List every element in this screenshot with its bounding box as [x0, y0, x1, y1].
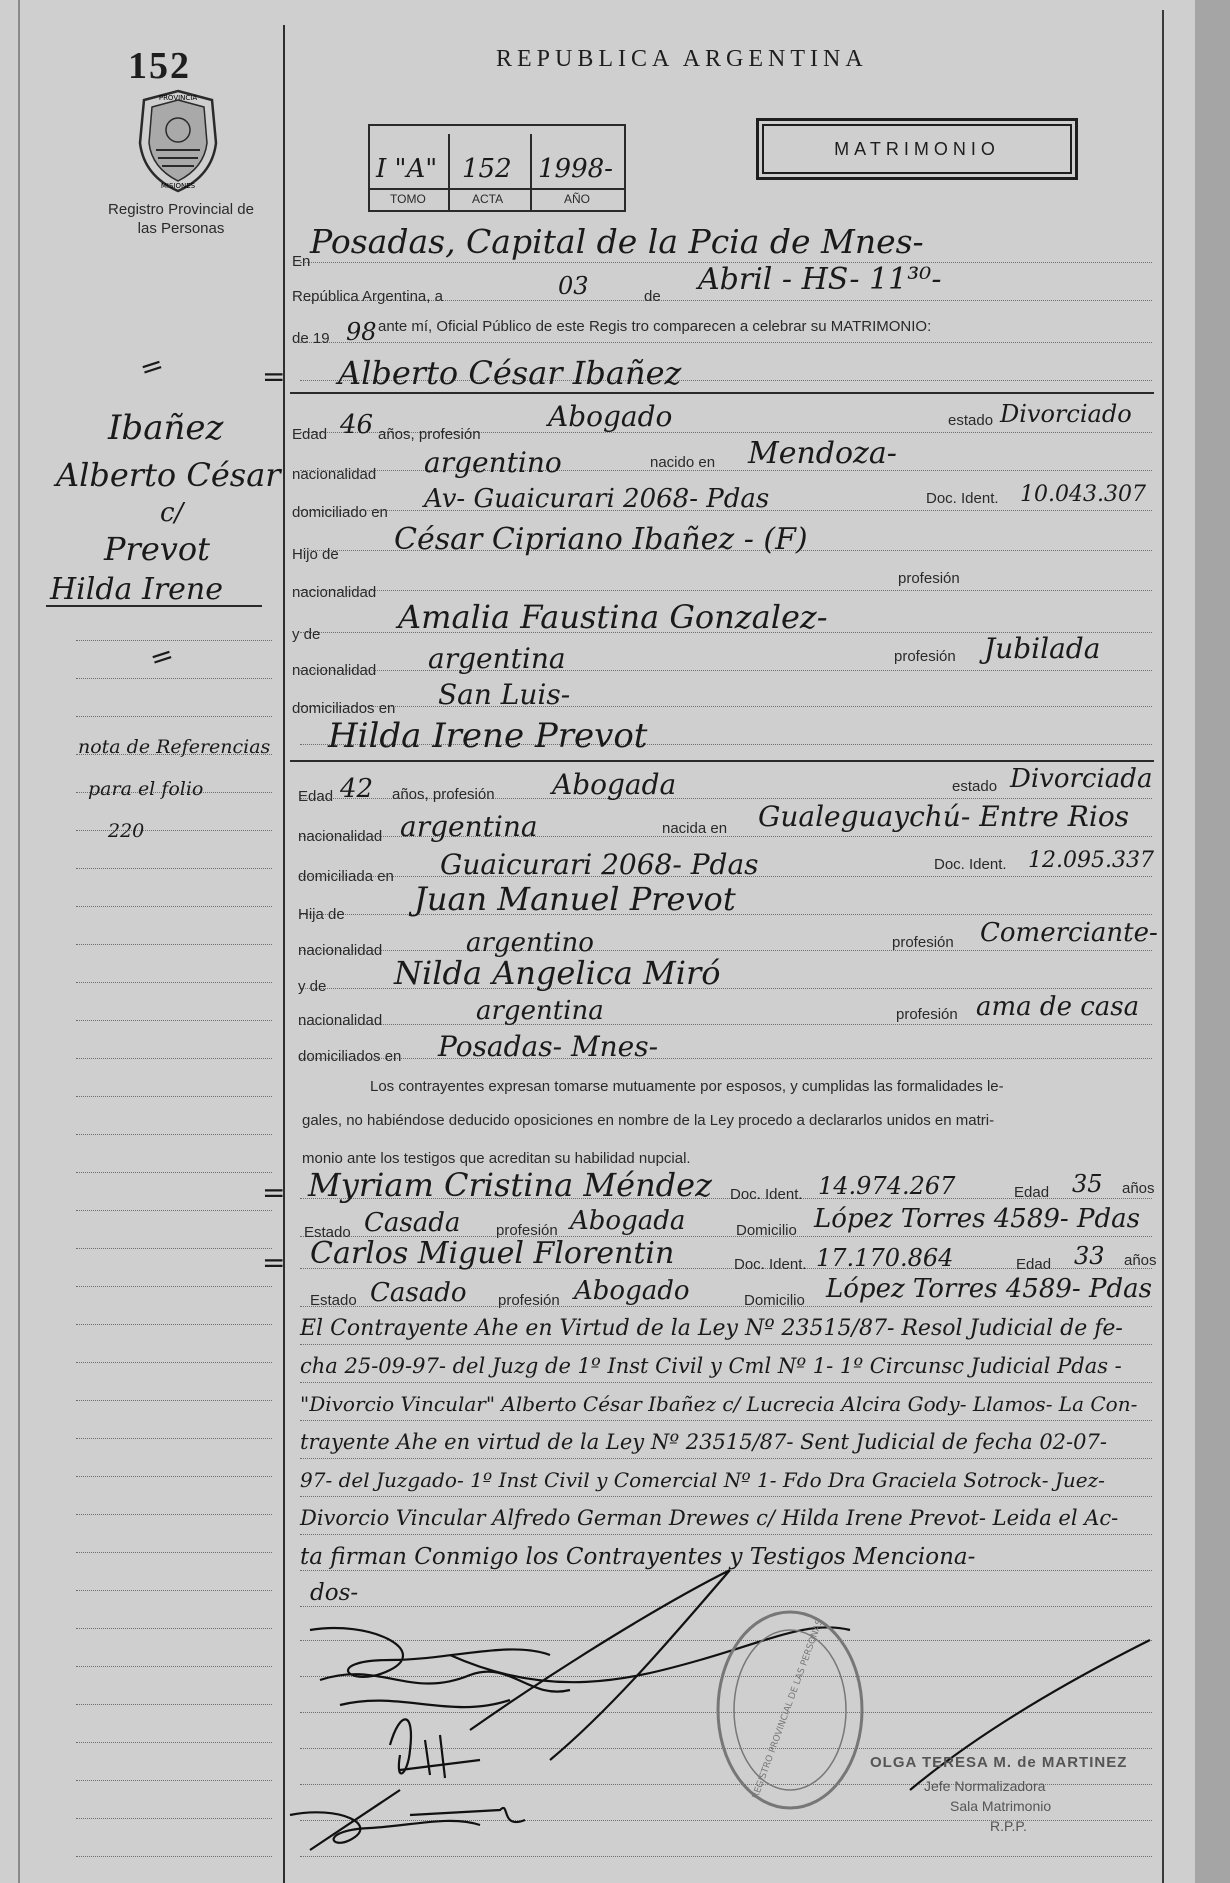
groom-section-line: [290, 392, 1154, 394]
year-prefix: de 19: [292, 330, 330, 347]
official-stamp: [718, 1612, 862, 1808]
margin-surname-groom: Ibañez: [108, 408, 224, 448]
bride-parents-address: Posadas- Mnes-: [438, 1030, 659, 1063]
groom-mother-nationality: argentina: [428, 642, 566, 675]
groom-parents-address: San Luis-: [438, 678, 571, 711]
declaration-line-3: monio ante los testigos que acreditan su habilidad nupcial.: [302, 1150, 691, 1167]
margin-ruled-line: [76, 1628, 272, 1629]
margin-ruled-line: [76, 1020, 272, 1021]
bride-yde-label: y de: [298, 978, 327, 995]
svg-text:REGISTRO PROVINCIAL DE LAS PER: REGISTRO PROVINCIAL DE LAS PERSONAS: [750, 1618, 826, 1801]
margin-ruled-line: [76, 640, 272, 641]
witness2-estado: Casado: [370, 1278, 467, 1308]
witness2-address: López Torres 4589- Pdas: [826, 1274, 1152, 1304]
witness2-prof-label: profesión: [498, 1292, 560, 1309]
officer-name: OLGA TERESA M. de MARTINEZ: [870, 1754, 1128, 1771]
register-box: [368, 124, 626, 212]
svg-text:MISIONES: MISIONES: [160, 182, 196, 190]
margin-ruled-line: [76, 1400, 272, 1401]
margin-note-line-3: 220: [108, 820, 145, 842]
witness1-estado: Casada: [364, 1208, 461, 1238]
ruled-line: [300, 1058, 1152, 1059]
bride-birthplace: Gualeguaychú- Entre Rios: [758, 800, 1130, 833]
declaration-line-1: Los contrayentes expresan tomarse mutuamente por esposos, y cumplidas las formalidades le-: [370, 1078, 1004, 1095]
ano-label: AÑO: [564, 192, 591, 206]
witness2-mark: =: [262, 1246, 286, 1279]
witness1-dom-label: Domicilio: [736, 1222, 797, 1239]
act-type-label: MATRIMONIO: [834, 139, 1000, 159]
signatures: [250, 1560, 1170, 1883]
witness2-edad-label: Edad: [1016, 1256, 1052, 1273]
groom-doc-label: Doc. Ident.: [926, 490, 999, 507]
witness2-doc-label: Doc. Ident.: [734, 1256, 807, 1273]
registry-name: Registro Provincial de las Personas: [108, 201, 254, 237]
margin-ruled-line: [76, 1818, 272, 1819]
groom-father: César Cipriano Ibañez - (F): [394, 522, 808, 557]
margin-name-groom: Alberto César: [56, 456, 281, 494]
page-number: 152: [128, 45, 191, 87]
officer-title-3: R.P.P.: [990, 1818, 1027, 1834]
margin-ruled-line: [76, 1856, 272, 1857]
place-text: Posadas, Capital de la Pcia de Mnes-: [310, 222, 924, 261]
ruled-line: [300, 1382, 1152, 1383]
bride-mother-prof-label: profesión: [896, 1006, 958, 1023]
ruled-line: [300, 590, 1152, 591]
margin-ruled-line: [76, 1096, 272, 1097]
ruled-line: [300, 1344, 1152, 1345]
witness1-estado-label: Estado: [304, 1224, 351, 1241]
groom-nationality: argentino: [424, 446, 562, 479]
country-heading: REPUBLICA ARGENTINA: [496, 46, 868, 72]
ano-value: 1998-: [538, 154, 613, 184]
margin-mark-2: =: [145, 637, 178, 676]
note-line-3: "Divorcio Vincular" Alberto César Ibañez c/ Lucrecia Alcira Gody- Llamos- La Con-: [300, 1392, 1138, 1416]
month-value: Abril - HS- 11³⁰-: [698, 262, 942, 297]
margin-ruled-line: [76, 678, 272, 679]
bride-anios-label: años, profesión: [392, 786, 495, 803]
witness1-edad-label: Edad: [1014, 1184, 1050, 1201]
intro-text: ante mí, Oficial Público de este Regis tro comparecen a celebrar su MATRIMONIO:: [378, 318, 932, 335]
margin-ruled-line: [76, 1552, 272, 1553]
groom-address: Av- Guaicurari 2068- Pdas: [424, 484, 770, 514]
groom-mother-prof-label: profesión: [894, 648, 956, 665]
margin-ruled-line: [76, 982, 272, 983]
register-box-divider-1: [448, 134, 450, 210]
de-label: de: [644, 288, 661, 305]
margin-ruled-line: [76, 1742, 272, 1743]
margin-ruled-line: [76, 1172, 272, 1173]
margin-ruled-line: [76, 830, 272, 831]
witness1-mark: =: [262, 1176, 286, 1209]
margin-conjunction: c/: [160, 498, 184, 528]
groom-profession: Abogado: [548, 400, 673, 433]
ruled-line: [300, 342, 1152, 343]
margin-ruled-line: [76, 944, 272, 945]
bride-nationality: argentina: [400, 810, 538, 843]
groom-mark: =: [262, 360, 286, 393]
svg-text:PROVINCIA: PROVINCIA: [158, 94, 198, 102]
bride-father-profession: Comerciante-: [980, 918, 1158, 948]
note-line-5: 97- del Juzgado- 1º Inst Civil y Comercial Nº 1- Fdo Dra Graciela Sotrock- Juez-: [300, 1468, 1105, 1492]
witness2-name: Carlos Miguel Florentin: [310, 1236, 675, 1271]
margin-ruled-line: [76, 1210, 272, 1211]
groom-estado: Divorciado: [1000, 400, 1132, 428]
ruled-line: [300, 1496, 1152, 1497]
witness1-name: Myriam Cristina Méndez: [308, 1166, 712, 1204]
margin-ruled-line: [76, 1476, 272, 1477]
bride-born-label: nacida en: [662, 820, 728, 837]
groom-estado-label: estado: [948, 412, 994, 429]
margin-mark-1: =: [135, 347, 168, 386]
ruled-line: [300, 1420, 1152, 1421]
bride-mother-nac-label: nacionalidad: [298, 1012, 383, 1029]
margin-ruled-line: [76, 1704, 272, 1705]
note-line-2: cha 25-09-97- del Juzg de 1º Inst Civil y Cml Nº 1- 1º Circunsc Judicial Pdas -: [300, 1354, 1122, 1378]
margin-ruled-line: [76, 1780, 272, 1781]
groom-father-nac-label: nacionalidad: [292, 584, 377, 601]
bride-father-nac-label: nacionalidad: [298, 942, 383, 959]
bride-father: Juan Manuel Prevot: [414, 880, 736, 918]
witness1-prof-label: profesión: [496, 1222, 558, 1239]
bride-estado: Divorciada: [1010, 764, 1153, 794]
en-label: En: [292, 253, 311, 270]
bride-father-nationality: argentino: [466, 928, 594, 958]
witness2-doc: 17.170.864: [816, 1244, 954, 1272]
left-page-border: [18, 0, 20, 1883]
bride-profession: Abogada: [552, 768, 677, 801]
groom-name: Alberto César Ibañez: [338, 354, 682, 392]
groom-nac-label: nacionalidad: [292, 466, 377, 483]
groom-dom-label: domiciliado en: [292, 504, 388, 521]
witness1-age: 35: [1072, 1170, 1103, 1198]
groom-mother: Amalia Faustina Gonzalez-: [398, 598, 828, 636]
margin-ruled-line: [76, 1438, 272, 1439]
bride-doc: 12.095.337: [1028, 848, 1154, 873]
margin-note-line-2: para el folio: [88, 778, 204, 800]
acta-label: ACTA: [472, 192, 504, 206]
groom-parents-dom-label: domiciliados en: [292, 700, 396, 717]
note-line-8: dos-: [310, 1580, 359, 1606]
declaration-line-2: gales, no habiéndose deducido oposiciones en nombre de la Ley procedo a declararlos unidos en matri-: [302, 1112, 995, 1129]
note-line-6: Divorcio Vincular Alfredo German Drewes c/ Hilda Irene Prevot- Leida el Ac-: [300, 1506, 1119, 1530]
officer-title-1: Jefe Normalizadora: [924, 1778, 1046, 1794]
witness1-doc-label: Doc. Ident.: [730, 1186, 803, 1203]
witness2-dom-label: Domicilio: [744, 1292, 805, 1309]
margin-ruled-line: [76, 1248, 272, 1249]
provincial-seal: [134, 88, 222, 194]
bride-mother-nationality: argentina: [476, 996, 604, 1026]
groom-edad-label: Edad: [292, 426, 328, 443]
witness2-anios-label: años: [1124, 1252, 1157, 1269]
ruled-line: [300, 950, 1152, 951]
bride-mother-profession: ama de casa: [976, 992, 1140, 1022]
contrayente-signature: [310, 1570, 730, 1760]
groom-mother-nac-label: nacionalidad: [292, 662, 377, 679]
groom-birthplace: Mendoza-: [748, 436, 897, 471]
groom-age: 46: [340, 410, 374, 440]
bride-parents-dom-label: domiciliados en: [298, 1048, 402, 1065]
margin-ruled-line: [76, 1286, 272, 1287]
groom-mother-profession: Jubilada: [984, 632, 1101, 665]
note-line-7: ta firman Conmigo los Contrayentes y Testigos Menciona-: [300, 1544, 976, 1570]
margin-surname-bride: Prevot: [104, 530, 210, 568]
bride-dom-label: domiciliada en: [298, 868, 394, 885]
witness1-address: López Torres 4589- Pdas: [814, 1204, 1140, 1234]
register-box-divider-2: [530, 134, 532, 210]
margin-ruled-line: [76, 716, 272, 717]
officer-title-2: Sala Matrimonio: [950, 1798, 1052, 1814]
ruled-line: [300, 1458, 1152, 1459]
groom-yde-label: y de: [292, 626, 321, 643]
margin-name-bride: Hilda Irene: [50, 572, 223, 607]
margin-ruled-line: [76, 1362, 272, 1363]
tomo-label: TOMO: [390, 192, 426, 206]
witness1-profession: Abogada: [570, 1206, 686, 1236]
register-box-label-row: [370, 188, 624, 190]
tomo-value: I "A": [376, 154, 438, 184]
groom-hijo-label: Hijo de: [292, 546, 339, 563]
margin-ruled-line: [76, 1666, 272, 1667]
acta-value: 152: [462, 154, 512, 184]
bride-section-line: [290, 760, 1154, 762]
witness2-age: 33: [1074, 1242, 1105, 1270]
ruled-line: [300, 706, 1152, 707]
witness2-profession: Abogado: [574, 1276, 690, 1306]
groom-born-label: nacido en: [650, 454, 716, 471]
bride-doc-label: Doc. Ident.: [934, 856, 1007, 873]
day-value: 03: [558, 272, 589, 300]
bride-age: 42: [340, 774, 374, 804]
margin-ruled-line: [76, 1058, 272, 1059]
margin-ruled-line: [76, 1514, 272, 1515]
ruled-line: [300, 1024, 1152, 1025]
margin-ruled-line: [76, 1324, 272, 1325]
right-edge-shadow: [1195, 0, 1230, 1883]
bride-address: Guaicurari 2068- Pdas: [440, 848, 759, 881]
witness1-anios-label: años: [1122, 1180, 1155, 1197]
margin-name-underline: [46, 605, 262, 607]
bride-edad-label: Edad: [298, 788, 334, 805]
bride-estado-label: estado: [952, 778, 998, 795]
note-line-1: El Contrayente Ahe en Virtud de la Ley Nº 23515/87- Resol Judicial de fe-: [300, 1316, 1123, 1341]
bride-father-prof-label: profesión: [892, 934, 954, 951]
groom-anios-label: años, profesión: [378, 426, 481, 443]
witness1-doc: 14.974.267: [818, 1172, 956, 1200]
ruled-line: [300, 1534, 1152, 1535]
margin-ruled-line: [76, 868, 272, 869]
groom-father-prof-label: profesión: [898, 570, 960, 587]
witness-signature: [390, 1627, 850, 1778]
margin-ruled-line: [76, 1590, 272, 1591]
bride-hija-label: Hija de: [298, 906, 345, 923]
bride-mother: Nilda Angelica Miró: [394, 954, 721, 992]
bride-nac-label: nacionalidad: [298, 828, 383, 845]
groom-doc: 10.043.307: [1020, 482, 1146, 507]
witness2-estado-label: Estado: [310, 1292, 357, 1309]
bride-name: Hilda Irene Prevot: [328, 716, 648, 756]
margin-ruled-line: [76, 906, 272, 907]
margin-ruled-line: [76, 1134, 272, 1135]
note-line-4: trayente Ahe en virtud de la Ley Nº 23515/87- Sent Judicial de fecha 02-07-: [300, 1430, 1107, 1454]
republica-label: República Argentina, a: [292, 288, 443, 305]
act-type-box: [756, 118, 1078, 180]
year-value: 98: [346, 318, 377, 346]
margin-note-line-1: nota de Referencias: [78, 736, 271, 758]
